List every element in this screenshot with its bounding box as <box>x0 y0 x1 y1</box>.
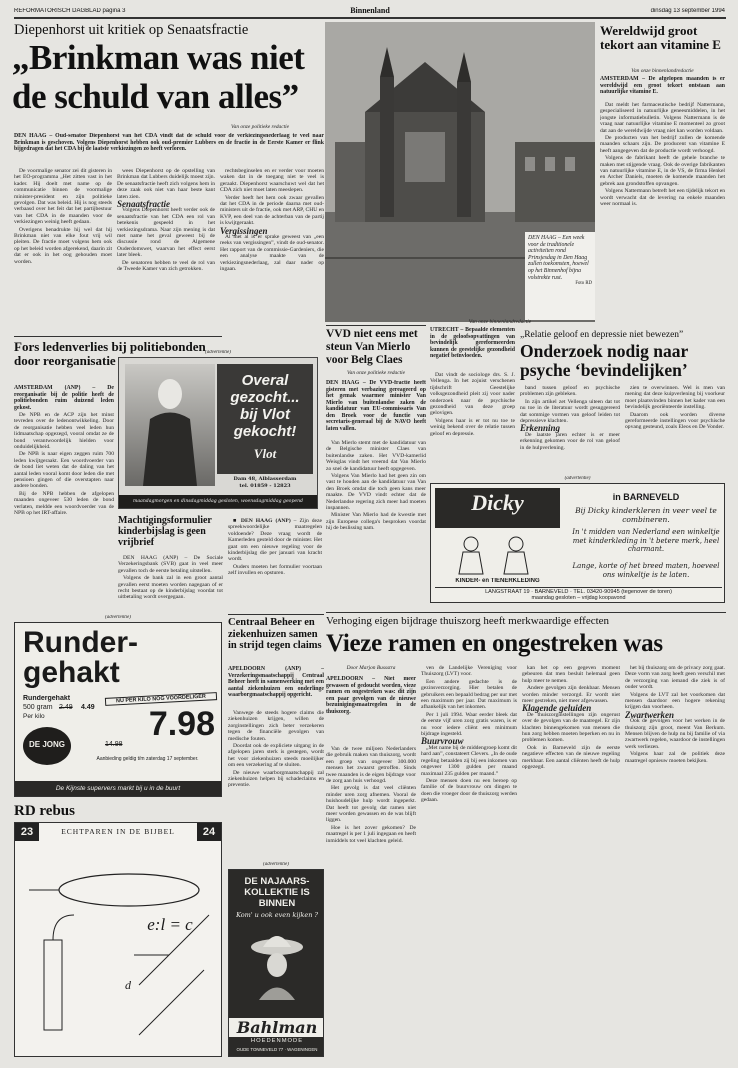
main-lead: DEN HAAG – Oud-senator Diepenhorst van het CDA vindt dat de schuld voor de verkiezingsnederlaag te veel naar Brinkman is geschoven. Volgens Diepenhorst hebben ook oud-premier Lubbers en de fractie in de Eerste Kamer er flink bijgedragen dat het CDA bij de laatste verkiezingen zo heeft verloren. <box>14 133 324 152</box>
runder-note: Aanbieding geldig t/m zaterdag 17 september. <box>96 756 199 762</box>
photo-caption: DEN HAAG – Een week voor de traditionele activiteiten rond Prinsjesdag in Den Haag zullen toekomsten, hoewel op het Binnenhof bijna volstrekte rust. <box>528 235 589 281</box>
vlot-tagline: maandagmorgen en dinsdagmiddag gesloten, woensdagmiddag geopend <box>119 495 317 508</box>
runder-old-price: 2.49 <box>59 704 73 711</box>
vlot-line3: bij Vlot <box>240 406 290 423</box>
bahlman-brand: Bahlman <box>229 1018 324 1037</box>
rebus-title: RD rebus <box>14 803 75 819</box>
centraal-top-rule <box>228 614 324 615</box>
masthead-date: dinsdag 13 september 1994 <box>650 8 725 14</box>
rebus-number-right: 24 <box>197 823 221 841</box>
vvd-top-rule <box>326 325 426 326</box>
rebus-puzzle <box>14 822 222 1057</box>
rebus-formula: e:l = c <box>147 915 193 934</box>
dicky-ad <box>430 483 725 603</box>
vlot-ad-label: (advertentie) <box>205 350 231 355</box>
runder-name: Rundergehakt <box>23 695 71 702</box>
main-col-2: wees Diepenhorst op de opstelling van Brinkman dat Lubbers duidelijk moest zijn. De senaatsfractie heeft zich volgens hem in deze zaak ook niet van haar beste kant laten zien. Senaatsfractie Volgens Diepenhorst heeft verder ook de senaatsfractie van het CDA een rol van betekenis gespeeld in het verkiezingsdrama. Naar zijn mening is dat met name het geval geweest bij de discussie rond de Algemene Ouderdomswet, waarvan het effect eerst later bleek. De senatoren hebben te veel de rol van de Tweede Kamer van zich getrokken. <box>117 168 215 273</box>
runder-new-price: 4.49 <box>81 704 95 711</box>
machtig-lead: DEN HAAG (ANP) – De Sociale Verzekeringsbank (SVB) gaat in veel meer gevallen toch de eerste betaling uitstellen. <box>118 555 223 574</box>
bahlman-hat-illustration <box>247 925 307 1000</box>
main-headline: „Brinkman was niet de schuld van alles” <box>12 38 305 116</box>
vlot-line2: gezocht... <box>230 389 300 406</box>
vieze-byline: Door Marjon Bussstra <box>346 665 396 671</box>
dicky-address: LANGSTRAAT 19 · BARNEVELD · TEL. 03420-90945 (tegenover de toren) <box>435 587 722 595</box>
vieze-col-2: ven de Landelijke Vereniging voor Thuiszorg (LVT) voor. Een andere gedachte is de gezinsverzorging. Hier betalen de gebruikers een bepaald bedrag per uur met een maximum per jaar. Dat maximum is afhankelijk van het inkomen. Per 1 juli 1994. Waar eerder bleek dat de eerste vijf uren zorg gratis waren, is er nu voor iedere cliënt een minimum bijdrage ingesteld. Buurvrouw „Met name bij de middengroep komt dit hard aan”, constateert Clevers. „In de oude regeling betaalden zij bij een inkomen van ongeveer 1300 gulden per maand maximaal 235 gulden per maand.” Deze mensen doen nu een beroep op familie of de buurvrouw om dingen te doen die vroeger door de thuiszorg werden gedaan. <box>421 665 517 804</box>
main-col-3: rechtsbeginselen en er verder voor moeten waken dat in de toegang niet te veel is geraakt. Diepenhorst waarschuwt wel dat het CDA zich niet moet laten meeslepen. Verder heeft het hem ook zwaar gevallen dat het CDA in de periode daarna met oud-ministers uit de fractie, ook met ARP, CHU en KVP, een deel van de achterban van de partij is kwijtgeraakt. Vergissingen Al met al is er sprake geweest van „een reeks van vergissingen”, vindt de oud-senator. Het rapport van de commissie-Gardeniers, die een analyse maakte van de verkiezingsnederlaag, zal daar nader op ingaan. <box>220 168 324 273</box>
relatie-byline: Van onze binnenlandredactie <box>468 319 532 325</box>
dicky-city: in BARNEVELD <box>612 492 680 502</box>
photo-credit: Foto RD <box>575 281 592 287</box>
wereld-lead: AMSTERDAM – De afgelopen maanden is er wereldwijd een groot tekort ontstaan aan natuurlijke vitamine E. <box>600 76 725 95</box>
centraal-lead: APELDOORN (ANP) – Verzekeringsmaatschappij Centraal Beheer heeft in samenwerking met een aantal ziekenhuizen een onderlinge waarborgmaatschappij opgericht. <box>228 666 324 698</box>
vlot-slogan-box <box>217 364 313 474</box>
vieze-top-rule <box>326 612 726 613</box>
machtig-col-2: ■ DEN HAAG (ANP) – Zijn deze spreekwoordelijke maatregelen voldoende? Deze vraag wordt de Kamerleden gesteld door de minister. Het gaat om een nieuwe regeling voor de kinderbijslag die per januari van kracht wordt. Ouders moeten het formulier voortaan zelf invullen en opsturen. <box>228 518 322 577</box>
machtig-title: Machtigingsformulier kinderbijslag is geen vrijbrief <box>118 515 212 548</box>
vlot-ad <box>118 357 318 509</box>
rebus-heading: ECHTPAREN IN DE BIJBEL <box>61 827 175 836</box>
bahlman-ad-label: (advertentie) <box>263 862 289 867</box>
vlot-model-photo <box>125 364 215 486</box>
vlot-address: Dam 48, Alblasserdam <box>233 476 297 482</box>
runder-footer: De Kijnste supervers markt bij u in de buurt <box>15 781 221 796</box>
fors-lead: AMSTERDAM (ANP) – De reorganisatie bij de politie heeft de politiebonden ruim duizend leden gekost. <box>14 385 114 411</box>
fors-title: Fors ledenverlies bij politiebonden door reorganisatie <box>14 340 206 368</box>
relatie-col-1: Dat vindt de sociologe drs. S. J. Vellenga. In het zojuist verschenen tijdschrift Geestelijke volksgezondheid pleit zij voor nader onderzoek naar de psychische gezondheid van deze groep gelovigen. Volgens haar is er tot nu toe te weinig bekend over de relatie tussen geloof en depressie. <box>430 372 515 437</box>
vvd-body: Van Mierlo stemt met de kandidatuur van de Belgische minister Claes van buitenlandse zaken. Het VVD-kamerlid Weisglas vindt het vreemd dat Van Mierlo zo snel de kandidatuur heeft opgegeven. Volgens Van Mierlo had het geen zin om vast te houden aan de kandidatuur van Van den Broek omdat die toch geen kans meer maakte. De VVD vindt echter dat de Nederlandse regering zich meer had moeten inspannen. Minister Van Mierlo had de kwestie met zijn Europese collega's besproken voordat hij de beslissing nam. <box>326 440 426 532</box>
vlot-brand: Vlot <box>253 446 277 461</box>
dicky-sub: KINDER- en TIENERKLEDING <box>455 578 540 584</box>
machtig-body: DEN HAAG (ANP) – De Sociale Verzekeringsbank (SVB) gaat in veel meer gevallen toch de eerste betaling uitstellen. Volgens de bank zal in een groot aantal gevallen eerst moeten worden nagegaan of er recht bestaat op de kinderbijslag voordat tot uitbetaling wordt overgegaan. <box>118 555 223 601</box>
vieze-col-1: Van de twee miljoen Nederlanders die gebruik maken van thuiszorg, wordt een groep van ongeveer 300.000 mensen het zwaarst getroffen. Sinds twee maanden is de eigen bijdrage voor de zorg aan huis verhoogd. Het gevolg is dat veel cliënten minder uren zorg afnemen. Vooral de huishoudelijke hulp wordt ingeperkt. Dat heeft tot gevolg dat ramen niet meer worden gewassen en de was blijft liggen. Hoe is het zover gekomen? De maatregel is per 1 juli ingegaan en heeft inmiddels tot veel klachten geleid. <box>326 746 416 844</box>
dicky-brand: Dicky <box>471 490 524 515</box>
dicky-slogan3: Lange, korte of het breed maten, hoeveel ons winkeltje is te laten. <box>572 562 720 579</box>
masthead-rule <box>14 17 726 19</box>
vlot-line1: Overal <box>241 372 289 389</box>
rebus-number-left: 23 <box>15 823 39 841</box>
bahlman-line2: KOLLEKTIE IS <box>244 887 310 898</box>
dicky-slogan2: In 't midden van Nederland een winkeltje met kinderkleding in 't betere merk, heel charmant. <box>572 528 720 553</box>
relatie-lead: UTRECHT – Bepaalde elementen in de geloofsopvattingen van bevindelijk gereformeerden kunnen de geestelijke gezondheid negatief beïnvloeden. <box>430 327 515 359</box>
relatie-col-2: band tussen geloof en psychische problemen zijn gebleken. In zijn artikel zet Vellenga uiteen dat tot nu toe in de literatuur wordt gesuggereerd dat sommige vormen van geloof leiden tot depressieve klachten. Erkenning De laatste jaren echter is er meer erkenning gekomen voor de rol van geloof in de hulpverlening. <box>520 385 620 451</box>
main-subhead-1: Senaatsfractie <box>117 199 170 210</box>
vieze-col-3: kan het op een gegeven moment gebeuren dat men besluit helemaal geen hulp meer te nemen. Andere gevolgen zijn denkbaar. Mensen worden minder verzorgd. Er wordt niet meer gestreken, niet meer afgewassen. Klagende geluiden De thuiszorginstellingen zijn ongerust over de gevolgen van de maatregel. Er zijn klachten binnengekomen van mensen die hun zorg hebben moeten beperken en nu in problemen komen. Ook in Barneveld zijn de eerste negatieve effecten van de nieuwe regeling merkbaar. Een aantal cliënten heeft de hulp opgezegd. <box>522 665 620 771</box>
vieze-col-4: het bij thuiszorg om de privacy zorg gaat. Deze vorm van zorg heeft geen verschil met de verzorging van iemand die ziek is of ouder wordt. Volgens de LVT zal het voorkomen dat mensen daardoor een hogere rekening krijgen dan voorheen. Zwartwerken Ook de gevolgen voor het werken in de thuiszorg zijn groot, meent Van Berkum. Mensen blijven de hulp nu bij familie of via zwartwerk regelen, waardoor de instellingen werk verliezen. Volgens haar zal de politiek deze maatregel opnieuw moeten bekijken. <box>625 665 725 764</box>
main-subhead-2: Vergissingen <box>220 225 268 236</box>
relatie-col-3: zien te overwinnen. Wel is men van mening dat deze kuipverlening bij voorkeur moet plaatsvinden binnen het kader van een bevindelijk georiënteerde instelling. Daarom ook worden diverse gereformeerde instellingen voor psychische opvang gesteund, zoals Eleos en De Vonder. <box>625 385 725 431</box>
dicky-ad-label: (advertentie) <box>564 476 591 481</box>
vvd-title: VVD niet eens met steun Van Mierlo voor Belg Claes <box>326 328 418 366</box>
runder-ad <box>14 622 222 797</box>
runder-weight: 500 gram <box>23 704 53 711</box>
centraal-title: Centraal Beheer en ziekenhuizen samen in strijd tegen claims <box>228 617 322 651</box>
photo-caption-box <box>525 232 595 320</box>
relatie-kicker: „Relatie geloof en depressie niet bewezen” <box>520 330 684 340</box>
wereld-body: Dat meldt het farmaceutische bedrijf Nattermann, gespecialiseerd in natuurlijke geneesmiddelen, in het jongste informatiebulletin. Volgens Nattermann is de vraag naar natuurlijke vitamine E momenteel zo groot dat aan de wereldwijde vraag niet kan worden voldaan. De producten van het bedrijf zullen de komende maanden schaars zijn. De producent van vitamine E heeft aangegeven dat de productie wordt verhoogd. Volgens de fabrikant heeft de gehele branche te maken met stijgende vraag. Ook de overige fabrikanten van natuurlijke vitamine E, in de VS, de firma Henkel en Archer Daniels, moeten de komende maanden het gebrek aan grondstoffen opvangen. Volgens Nattermann betreft het een tijdelijk tekort en wordt verwacht dat de levering na enkele maanden weer normaal is. <box>600 102 725 208</box>
vieze-lead: APELDOORN – Niet meer gewassen of gedoucht worden, vieze ramen en ongestreken was: dit zijn een paar gevolgen van de nieuwe bezuinigingsmaatregelen in de thuiszorg. <box>326 676 416 715</box>
wereld-title: Wereldwijd groot tekort aan vitamine E <box>600 24 721 51</box>
vieze-subhead-2: Klagende geluiden <box>522 703 592 714</box>
runder-banner: NU PER KILO NOG VOORDELIGER <box>105 692 217 706</box>
bahlman-line4: Kom' u ook even kijken ? <box>236 911 318 919</box>
bahlman-line3: BINNEN <box>258 898 296 909</box>
vieze-title: Vieze ramen en ongestreken was <box>326 630 663 657</box>
wereld-byline: Van onze binnenlandredactie <box>631 68 694 74</box>
vieze-kicker: Verhoging eigen bijdrage thuiszorg heeft merkwaardige effecten <box>326 615 610 627</box>
runder-strike-price: 14.98 <box>105 741 123 748</box>
runder-brand: DE JONG <box>28 740 65 749</box>
runder-unit: Per kilo <box>23 713 45 720</box>
vvd-lead: DEN HAAG – De VVD-fractie heeft gisteren met verbazing gereageerd op het gemak waarmee minister Van Mierlo van buitenlandse zaken de kandidatuur van EU-commissaris Van den Broek voor de functie van secretaris-generaal bij de NAVO heeft laten vallen. <box>326 380 426 432</box>
main-col-1: De voormalige senator zei dit gisteren in het EO-programma „Het zitten vast in het kader. Hij doelt met name op de communicatie binnen de voormalige minister-president en zijn politieke gevolgen. Dat was beleid. Hij is nog steeds verbaasd over het feit dat het partijbestuur van het CDA in de maanden voor de verkiezingen weinig heeft gedaan. Overigens benadrukte hij wel dat hij Brinkman niet van elke fout vrij wil pleiten. De fractie moet volgens hem ook op het beleid worden afgerekend, daarin zit dat er ook in het oog gehouden moet worden. <box>14 168 112 265</box>
relatie-title: Onderzoek nodig naar psyche ‘bevindelijken’ <box>520 342 688 380</box>
vieze-subhead-3: Zwartwerken <box>625 709 675 720</box>
bahlman-sub: HOEDENMODE <box>250 1038 304 1044</box>
centraal-body: Vanwege de steeds hogere claims die ziekenhuizen krijgen, willen de zorginstellingen zich beter verzekeren tegen de financiële gevolgen van medische fouten. Doordat ook de expliciete uitgang in de afgelopen jaren sterk is gestegen, wordt het voor ziekenhuizen steeds moeilijker om een verzekering af te sluiten. De nieuwe waarborgmaatschappij zal ziekenhuizen helpen bij schadeclaims en preventie. <box>228 710 324 789</box>
vvd-byline: Van onze politieke redactie <box>346 370 406 376</box>
main-byline: Van onze politieke redactie <box>230 124 290 130</box>
fors-col-1: De NPB en de ACP zijn het minst tevreden over de ledenontwikkeling. Door de reorganisatie hebben veel leden hun lidmaatschap opgezegd, vooral omdat ze de bond verantwoordelijk hielden voor onduidelijkheid. De NPB is naar eigen zeggen ruim 700 leden kwijtgeraakt. Een woordvoerder van de bond liet weten dat de daling van het aantal leden vooral komt door leden die met pensioen gingen of die overstapten naar andere bonden. Bij de NPB hebben de afgelopen maanden ongeveer 530 leden de bond verlaten, meldde een woordvoerder van de NPB op het IRT-affaire. <box>14 412 114 517</box>
masthead-left: REFORMATORISCH DAGBLAD pagina 3 <box>14 8 126 14</box>
relatie-subhead: Erkenning <box>520 423 561 434</box>
vlot-phone: tel. 01859 - 12823 <box>239 483 291 489</box>
bahlman-address: OUDE TONNEVELD 77 · WAGENINGEN <box>236 1047 318 1052</box>
dicky-hours: maandag gesloten – vrijdag koopavond <box>531 595 626 601</box>
bahlman-line1: DE NAJAARS- <box>244 876 310 887</box>
rebus-letters: d <box>125 978 131 992</box>
fors-top-rule <box>14 336 222 337</box>
main-kicker: Diepenhorst uit kritiek op Senaatsfractie <box>14 22 249 38</box>
vlot-line4: gekocht! <box>233 423 297 440</box>
vieze-subhead-1: Buurvrouw <box>421 736 464 747</box>
runder-ad-label: (advertentie) <box>105 615 131 620</box>
dicky-children-illustration <box>441 532 551 577</box>
masthead-section: Binnenland <box>350 6 390 15</box>
runder-title2: gehakt <box>23 657 120 689</box>
bahlman-ad <box>228 869 324 1057</box>
rebus-illustration <box>19 845 217 1053</box>
runder-title1: Runder- <box>23 627 138 659</box>
runder-big-price: 7.98 <box>148 705 215 743</box>
dicky-slogan1: Bij Dicky kinderkleren in veer veel te combineren. <box>575 506 717 524</box>
